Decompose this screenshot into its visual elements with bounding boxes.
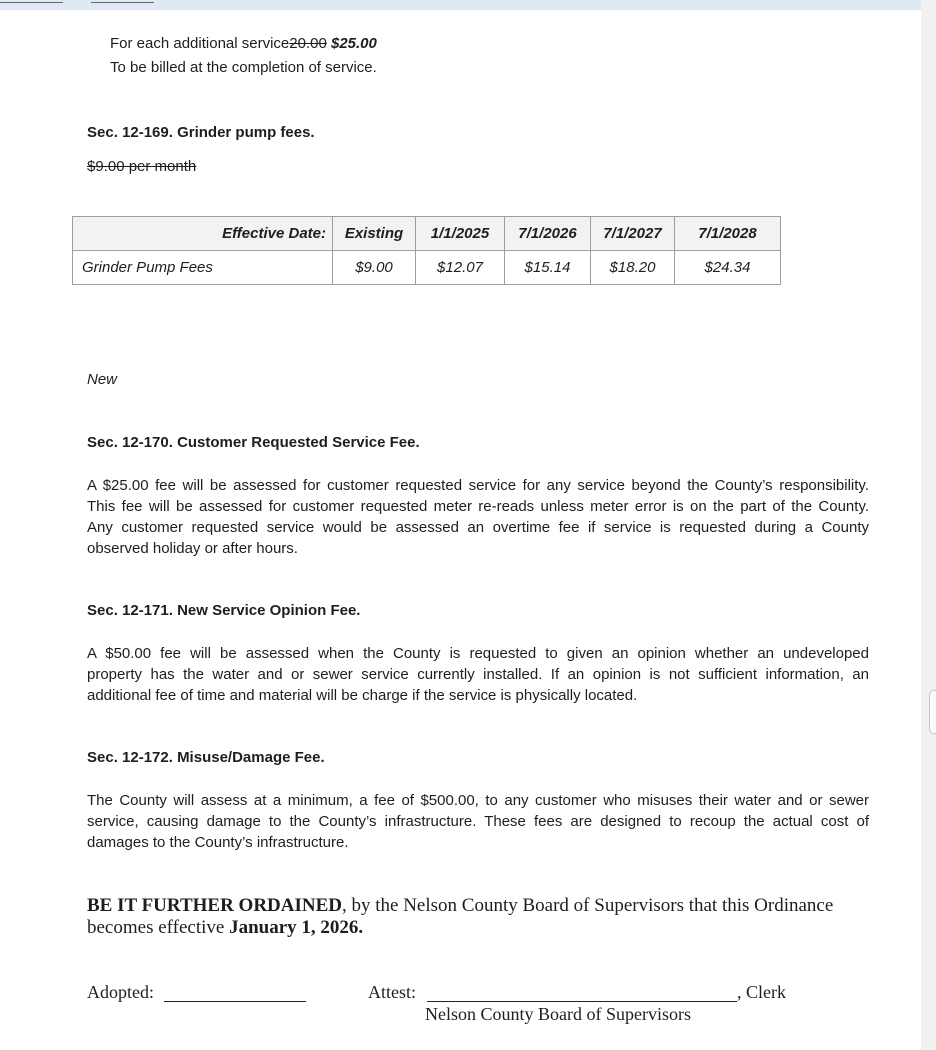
table-column-header: 1/1/2025: [416, 217, 505, 251]
sec-170-body: [87, 475, 869, 559]
sec-170-heading: Sec. 12-170. Customer Requested Service Fee.: [87, 434, 420, 451]
ruler-bar: [0, 0, 921, 10]
table-cell: $15.14: [505, 251, 591, 285]
ordained-line-2: [87, 917, 363, 939]
sec-172-body: [87, 790, 869, 853]
ruler-mark: [0, 2, 63, 3]
table-row: [73, 251, 781, 285]
paragraph-line: A $25.00 fee will be assessed for customer requested service for any service beyond the County’s responsibility.: [87, 477, 869, 494]
paragraph-line: A $50.00 fee will be assessed when the County is requested to given an opinion whether an undeveloped: [87, 645, 869, 662]
adopted-signature-line: [164, 1001, 306, 1002]
ruler-mark: [91, 2, 154, 3]
table-header-row: [73, 217, 781, 251]
effective-text: becomes effective: [87, 917, 230, 938]
paragraph-line: The County will assess at a minimum, a fee of $500.00, to any customer who misuses their water and or sewer: [87, 792, 869, 809]
ordained-line-1: [87, 895, 833, 917]
attest-signature-line: [427, 1001, 737, 1002]
table-column-header: Existing: [333, 217, 416, 251]
new-label: New: [87, 371, 118, 388]
paragraph-line: additional fee of time and material will be charge if the service is physically located.: [87, 687, 638, 704]
clerk-label: , Clerk: [737, 982, 786, 1002]
board-name: Nelson County Board of Supervisors: [425, 1004, 691, 1024]
sec-171-heading: Sec. 12-171. New Service Opinion Fee.: [87, 602, 361, 619]
additional-service-line: [110, 35, 377, 52]
paragraph-line: This fee will be assessed for customer requested meter re-reads unless meter error is on the part of the County.: [87, 498, 869, 515]
side-panel-tab[interactable]: [929, 690, 936, 734]
scroll-gutter[interactable]: [921, 0, 936, 1050]
paragraph-line: damages to the County’s infrastructure.: [87, 834, 349, 851]
new-fee-amount: $25.00: [330, 35, 377, 52]
grinder-fee-table: [72, 216, 781, 285]
table-column-header: 7/1/2027: [591, 217, 675, 251]
row-label: Grinder Pump Fees: [73, 251, 333, 285]
billing-note: To be billed at the completion of service.: [110, 59, 377, 76]
table-column-header: 7/1/2028: [675, 217, 781, 251]
sec-171-body: [87, 643, 869, 706]
attest-label: Attest:: [368, 982, 416, 1002]
old-fee-amount: 20.00: [289, 35, 327, 52]
paragraph-line: property has the water and or sewer service currently installed. If an opinion is not sufficient information, an: [87, 666, 869, 683]
table-cell: $24.34: [675, 251, 781, 285]
effective-date-label: Effective Date:: [73, 217, 333, 251]
old-grinder-rate: $9.00 per month: [87, 158, 197, 175]
effective-date: January 1, 2026.: [229, 917, 364, 938]
additional-service-text: For each additional service: [110, 35, 290, 52]
table-cell: $12.07: [416, 251, 505, 285]
sec-172-heading: Sec. 12-172. Misuse/Damage Fee.: [87, 749, 325, 766]
table-cell: $9.00: [333, 251, 416, 285]
paragraph-line: Any customer requested service would be assessed an overtime fee if service is requested during a County: [87, 519, 869, 536]
table-cell: $18.20: [591, 251, 675, 285]
ordained-text: , by the Nelson County Board of Supervisors that this Ordinance: [342, 895, 834, 916]
ordained-lead: BE IT FURTHER ORDAINED: [87, 895, 342, 916]
adopted-label: Adopted:: [87, 982, 154, 1002]
sec-169-heading: Sec. 12-169. Grinder pump fees.: [87, 124, 315, 141]
paragraph-line: observed holiday or after hours.: [87, 540, 298, 557]
paragraph-line: service, causing damage to the County’s infrastructure. These fees are designed to recoup the actual cost of: [87, 813, 869, 830]
table-column-header: 7/1/2026: [505, 217, 591, 251]
